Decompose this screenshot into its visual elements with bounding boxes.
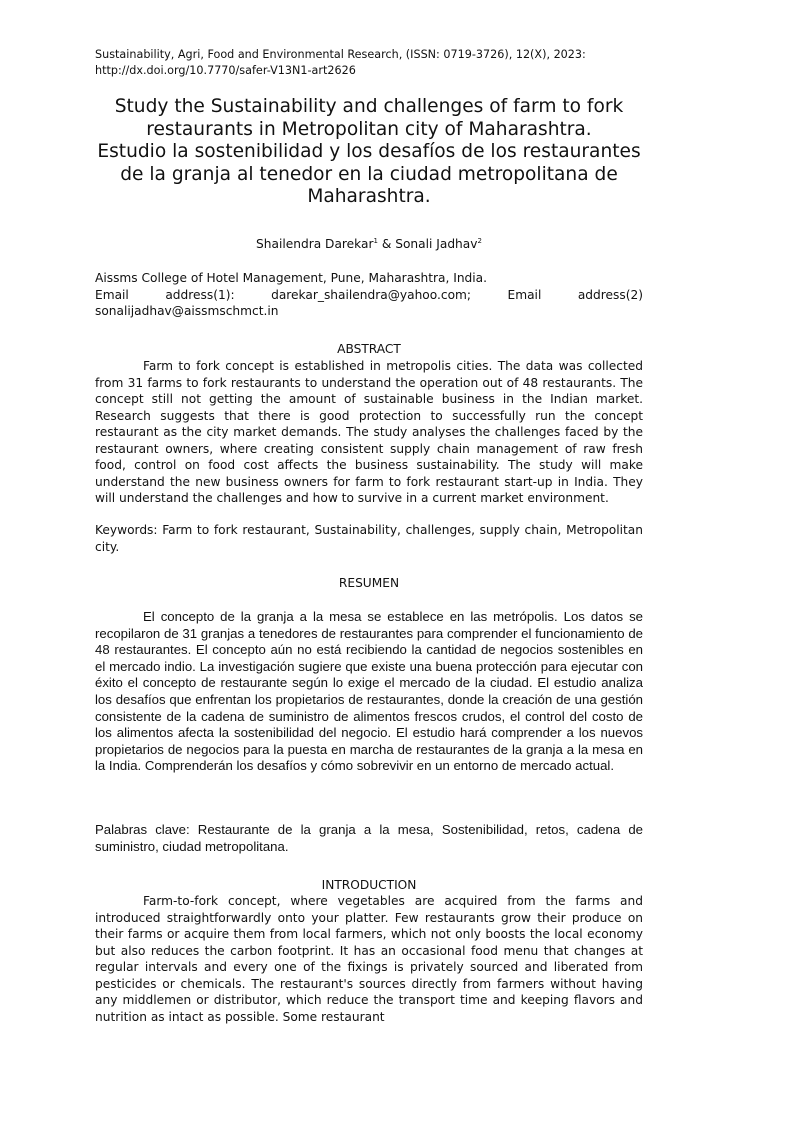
resumen-keywords: Palabras clave: Restaurante de la granja a la mesa, Sostenibilidad, retos, cadena de suministro, ciudad metropolitana.	[95, 822, 643, 854]
author-2-sup: 2	[477, 237, 482, 245]
abstract-keywords: Keywords: Farm to fork restaurant, Sustainability, challenges, supply chain, Metropolitan city.	[95, 523, 643, 554]
author-line	[95, 233, 643, 252]
resumen-body: El concepto de la granja a la mesa se establece en las metrópolis. Los datos se recopilaron de 31 granjas a tenedores de restaurantes para comprender el funcionamiento de 48 restaurantes. El concepto aún no está recibiendo la cantidad de negocios sostenibles en el mercado indio. La investigación sugiere que existe una buena protección para ejecutar con éxito el concepto de restaurante según lo exige el mercado de la ciudad. El estudio analiza los desafíos que enfrentan los propietarios de restaurantes, donde la creación de una gestión consistente de la cadena de suministro de alimentos frescos crudos, el control del costo de los alimentos afecta la sostenibilidad del negocio. El estudio hará comprender a los nuevos propietarios de negocios para la puesta en marcha de restaurantes de la granja a la mesa en la India. Comprenderán los desafíos y cómo sobrevivir en un entorno de mercado actual.	[95, 609, 643, 774]
email-label-1: Email	[95, 288, 129, 302]
author-1-sup: 1	[373, 237, 378, 245]
title-english: Study the Sustainability and challenges of farm to fork restaurants in Metropolitan city of Maharashtra.	[114, 96, 624, 140]
affiliation: Aissms College of Hotel Management, Pune, Maharashtra, India.	[95, 271, 488, 285]
email-label-2b: address(2)	[577, 288, 643, 302]
journal-citation: Sustainability, Agri, Food and Environmental Research, (ISSN: 0719-3726), 12(X), 2023:	[95, 48, 586, 61]
author-1: Shailendra Darekar	[256, 237, 374, 251]
title-spanish: Estudio la sostenibilidad y los desafíos de los restaurantes de la granja al tenedor en la ciudad metropolitana de Maharashtra.	[97, 141, 641, 208]
email-2[interactable]: sonalijadhav@aissmschmct.in	[95, 304, 279, 318]
introduction-body: Farm-to-fork concept, where vegetables are acquired from the farms and introduced straightforwardly onto your platter. Few restaurants grow their produce on their farms or acquire them from local farmers, which not only boosts the local economy but also reduces the carbon footprint. It has an occasional food menu that changes at regular intervals and every one of the fixings is privately sourced and liberated from pesticides or chemicals. The restaurant's sources directly from farmers without having any middlemen or distributor, which reduce the transport time and keeping flavors and nutrition as intact as possible. Some restaurant	[95, 894, 643, 1024]
author-2: Sonali Jadhav	[395, 237, 478, 251]
abstract-heading: ABSTRACT	[337, 342, 401, 356]
email-label-2: Email	[507, 288, 542, 302]
doi-link[interactable]: http://dx.doi.org/10.7770/safer-V13N1-art2626	[95, 64, 356, 77]
journal-header	[95, 47, 655, 79]
paper-title	[83, 96, 655, 209]
author-separator: &	[377, 237, 396, 251]
introduction-heading: INTRODUCTION	[321, 878, 417, 892]
abstract-body: Farm to fork concept is established in metropolis cities. The data was collected from 31 farms to fork restaurants to understand the operation out of 48 restaurants. The concept still not getting the amount of sustainable business in the Indian market. Research suggests that there is good protection to successfully run the concept restaurant as the city market demands. The study analyses the challenges faced by the restaurant owners, where creating consistent supply chain management of raw fresh food, control on food cost affects the business sustainability. The study will make understand the new business owners for farm to fork restaurant start-up in India. They will understand the challenges and how to survive in a current market environment.	[95, 359, 643, 505]
email-label-1b: address(1):	[165, 288, 235, 302]
resumen-heading: RESUMEN	[338, 576, 400, 590]
email-1[interactable]: darekar_shailendra@yahoo.com;	[271, 288, 472, 302]
email-block	[95, 287, 643, 319]
